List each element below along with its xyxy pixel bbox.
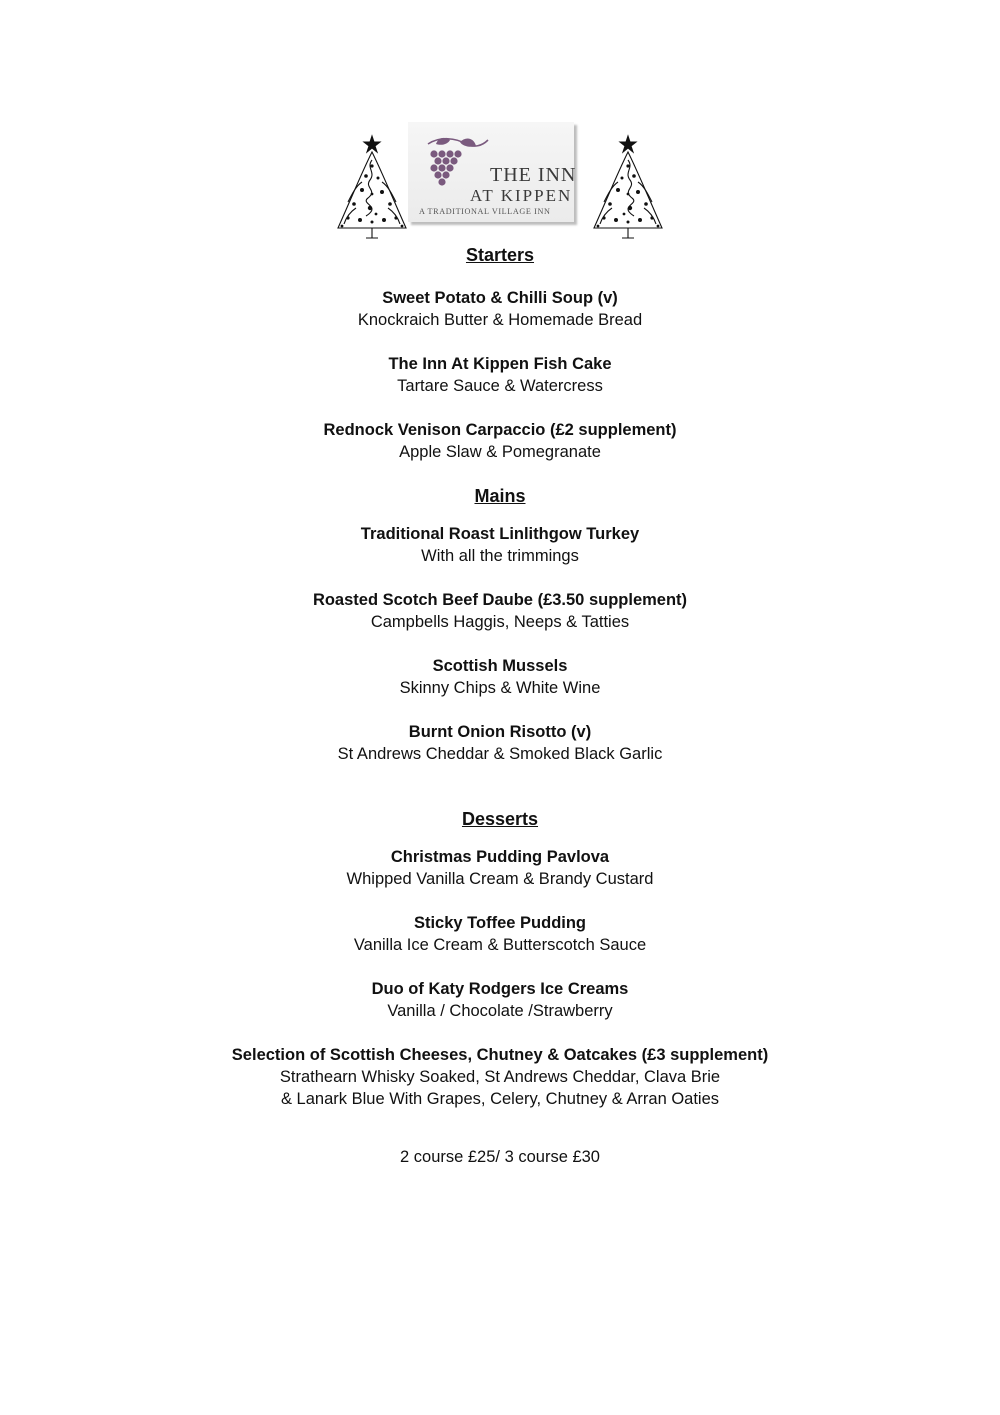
menu-item-desc: Knockraich Butter & Homemade Bread bbox=[357, 311, 643, 329]
logo-line2: AT KIPPEN bbox=[470, 186, 573, 205]
menu-item-name: Duo of Katy Rodgers Ice Creams bbox=[371, 980, 629, 998]
menu-item-name: Sticky Toffee Pudding bbox=[413, 914, 587, 932]
menu-item-name: The Inn At Kippen Fish Cake bbox=[388, 355, 612, 373]
menu-item-name: Rednock Venison Carpaccio (£2 supplement) bbox=[323, 421, 677, 439]
christmas-tree-icon bbox=[588, 132, 668, 242]
menu-item-name: Burnt Onion Risotto (v) bbox=[408, 723, 592, 741]
section-title-desserts: Desserts bbox=[461, 809, 539, 829]
logo-line1: THE INN bbox=[490, 164, 577, 186]
menu-header bbox=[0, 120, 1000, 245]
menu-item-name: Christmas Pudding Pavlova bbox=[390, 848, 610, 866]
menu-item-desc: Vanilla Ice Cream & Butterscotch Sauce bbox=[353, 936, 647, 954]
menu-item-desc: & Lanark Blue With Grapes, Celery, Chutney & Arran Oaties bbox=[280, 1090, 720, 1108]
menu-item-desc: Skinny Chips & White Wine bbox=[399, 679, 601, 697]
course-pricing: 2 course £25/ 3 course £30 bbox=[400, 1148, 600, 1166]
menu-item-desc: Whipped Vanilla Cream & Brandy Custard bbox=[346, 870, 654, 888]
menu-item-desc: Strathearn Whisky Soaked, St Andrews Cheddar, Clava Brie bbox=[279, 1068, 721, 1086]
menu-item-desc: Vanilla / Chocolate /Strawberry bbox=[387, 1002, 613, 1020]
menu-body bbox=[0, 243, 1000, 1168]
section-title-mains: Mains bbox=[474, 486, 526, 506]
menu-item-name: Traditional Roast Linlithgow Turkey bbox=[360, 525, 640, 543]
section-title-starters: Starters bbox=[465, 245, 535, 265]
grapes-icon bbox=[420, 134, 490, 194]
menu-item-name: Scottish Mussels bbox=[432, 657, 568, 675]
inn-logo bbox=[408, 122, 577, 222]
menu-item-desc: Campbells Haggis, Neeps & Tatties bbox=[370, 613, 630, 631]
menu-item-desc: Tartare Sauce & Watercress bbox=[397, 377, 603, 395]
menu-item-name: Sweet Potato & Chilli Soup (v) bbox=[382, 289, 618, 307]
menu-item-desc: Apple Slaw & Pomegranate bbox=[399, 443, 601, 461]
christmas-tree-icon bbox=[332, 132, 412, 242]
logo-tagline: A TRADITIONAL VILLAGE INN bbox=[419, 207, 551, 216]
menu-item-desc: With all the trimmings bbox=[421, 547, 579, 565]
menu-item-desc: St Andrews Cheddar & Smoked Black Garlic bbox=[337, 745, 663, 763]
menu-item-name: Roasted Scotch Beef Daube (£3.50 supplement) bbox=[312, 591, 688, 609]
menu-item-name: Selection of Scottish Cheeses, Chutney & Oatcakes (£3 supplement) bbox=[231, 1046, 769, 1064]
